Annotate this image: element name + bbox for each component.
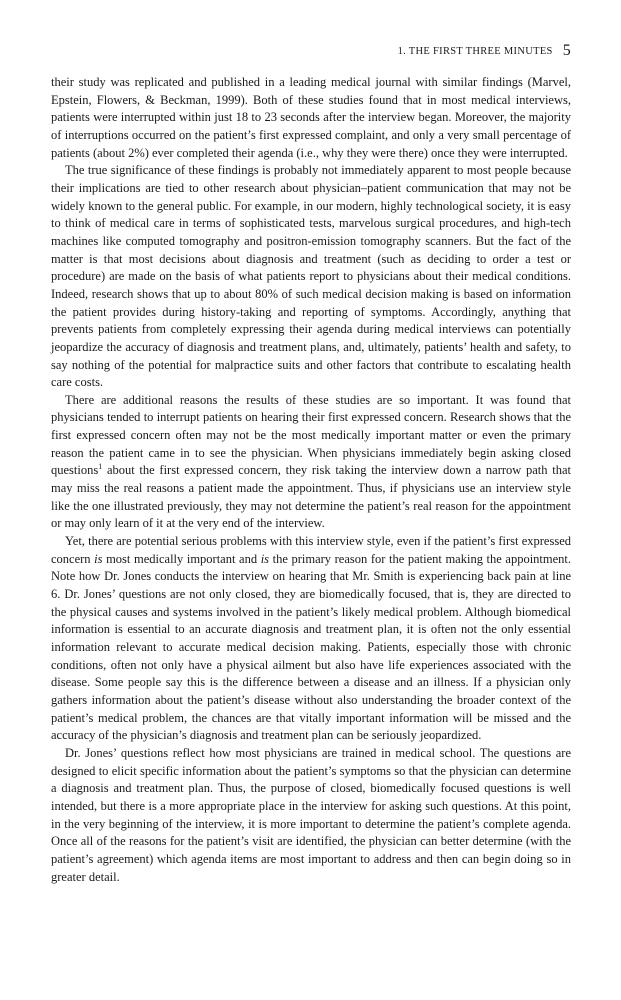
paragraph-3 [51,392,571,533]
footnote-marker: 1 [98,462,103,472]
paragraph-2: The true significance of these findings is probably not immediately apparent to most people because their implications are tied to other research about physician–patient communication that may not be widely known to the general public. For example, in our modern, highly technological society, it is easy to think of medical care in terms of sophisticated tests, marvelous surgical procedures, and high-tech machines like computed tomography and positron-emission tomography scanners. But the fact of the matter is that most decisions about diagnosis and treatment (such as deciding to order a test or procedure) are made on the basis of what patients report to physicians about their medical conditions. Indeed, research shows that up to about 80% of such medical decision making is based on information the patient provides during history-taking and reporting of symptoms. Accordingly, anything that prevents patients from completely expressing their agenda during medical interviews can potentially jeopardize the accuracy of diagnosis and treatment plans, and, ultimately, patients’ health and safety, to say nothing of the potential for malpractice suits and other factors that contribute to escalating health care costs. [51,163,571,390]
paragraph-4 [51,533,571,745]
paragraph-4-text-a: Yet, there are potential serious problems with this interview style, even if the patient’s first expressed concern [51,534,571,566]
body-text [51,74,571,886]
paragraph-4-text-c: the primary reason for the patient making the appointment. Note how Dr. Jones conducts the interview on hearing that Mr. Smith is experiencing back pain at line 6. Dr. Jones’ questions are not only closed, they are biomedically focused, that is, they are directed to the physical causes and systems involved in the patient’s likely medical problem. Although biomedical information is essential to an accurate diagnosis and treatment plan, it is often not the only essential information relevant to accurate medical decision making. Patients, especially those with chronic conditions, often not only have a physical ailment but also have life experiences associated with the disease. Some people say this is the difference between a disease and an illness. If a physician only gathers information about the patient’s disease without also understanding the broader context of the patient’s medical problem, the chances are that vitally important information will be missed and the accuracy of the physician’s diagnosis and treatment plan can be seriously jeopardized. [51,551,572,743]
emphasis-is-2: is [260,551,270,566]
chapter-title: 1. THE FIRST THREE MINUTES [397,46,553,57]
paragraph-5: Dr. Jones’ questions reflect how most physicians are trained in medical school. The questions are designed to elicit specific information about the patient’s symptoms so that the physician can determine a diagnosis and treatment plan. Thus, the purpose of closed, biomedically focused questions is well intended, but there is a more appropriate place in the interview for asking such questions. At this point, in the very beginning of the interview, it is more important to determine the patient’s complete agenda. Once all of the reasons for the patient’s visit are identified, the physician can better determine (with the patient’s agreement) which agenda items are most important to address and then can begin doing so in greater detail. [51,745,571,884]
paragraph-3-text-a: There are additional reasons the results of these studies are so important. It was found that physicians tended to interrupt patients on hearing their first expressed concern. Research shows that the first expressed concern often may not be the most medically important matter or even the primary reason the patient came in to see the physician. When physicians immediately begin asking closed questions [51,392,571,478]
paragraph-4-text-b: most medically important and [102,551,261,566]
running-head [51,40,571,62]
paragraph-1: their study was replicated and published in a leading medical journal with similar findings (Marvel, Epstein, Flowers, & Beckman, 1999). Both of these studies found that in most medical interviews, patients were interrupted within just 18 to 23 seconds after the interview began. Moreover, the majority of interruptions occurred on the patient’s first expressed complaint, and only a very small percentage of patients (about 2%) ever completed their agenda (i.e., why they were there) once they were interrupted. [51,75,571,160]
emphasis-is-1: is [94,551,103,566]
paragraph-3-text-b: about the first expressed concern, they risk taking the interview down a narrow path that may miss the real reasons a patient made the appointment. Thus, if physicians use an interview style like the one illustrated previously, they may not determine the patient’s real reason for the appointment or may only learn of it at the very end of the interview. [51,463,571,531]
book-page [51,40,571,886]
page-number: 5 [562,42,571,59]
